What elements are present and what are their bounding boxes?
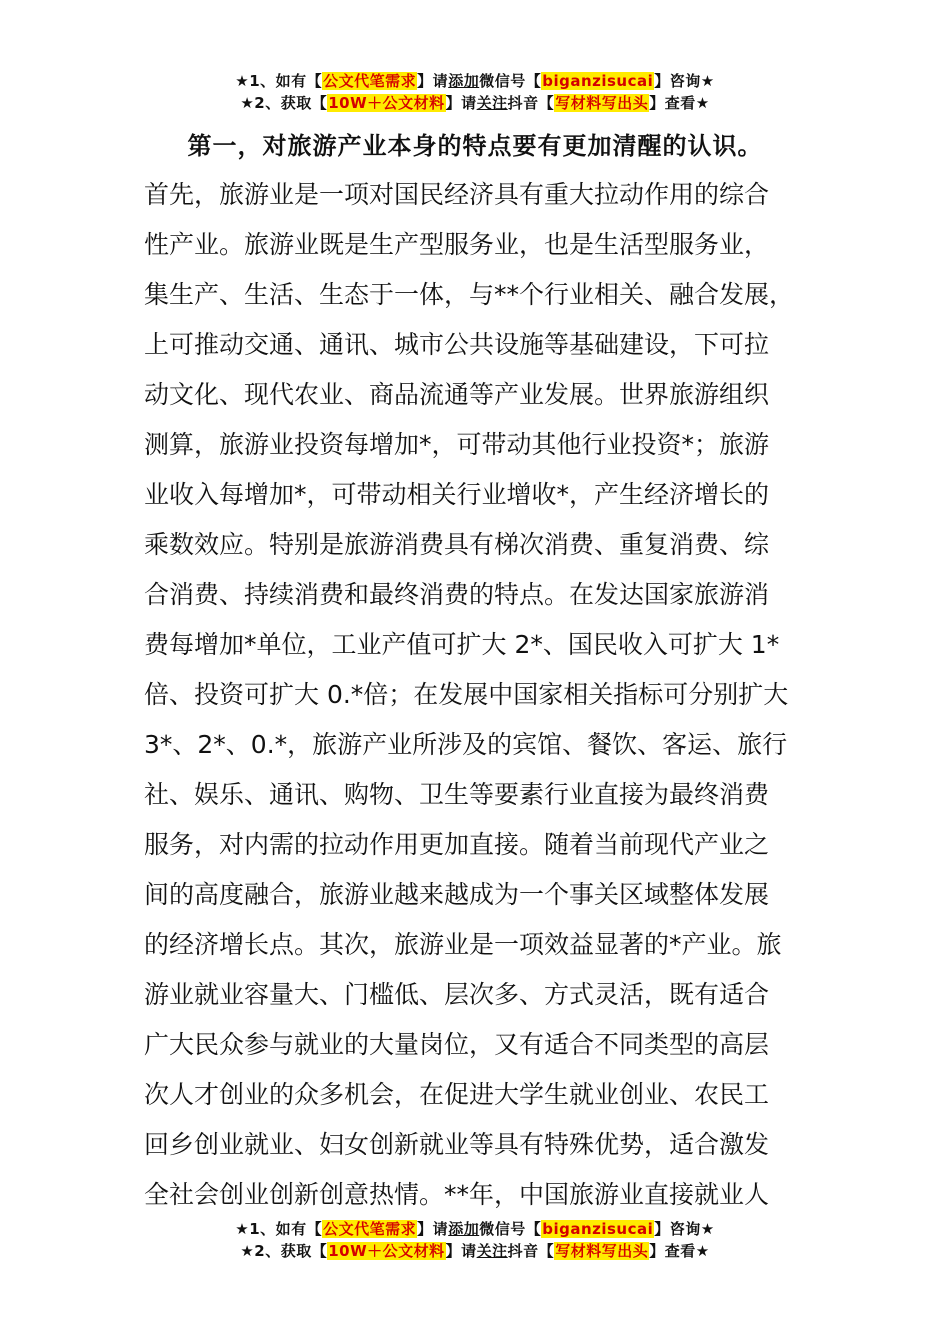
header-notice — [0, 70, 950, 114]
body-line: 3*、2*、0.*，旅游产业所涉及的宾馆、餐饮、客运、旅行 — [144, 730, 788, 759]
footer-notice-line-1-suffix: 】咨询★ — [654, 1220, 715, 1238]
footer-notice-line-2-mid: 】请 — [445, 1242, 477, 1260]
body-paragraph — [144, 170, 844, 1220]
body-line: 全社会创业创新创意热情。**年，中国旅游业直接就业人 — [144, 1180, 770, 1209]
footer-notice-line-2-suffix: 】查看★ — [649, 1242, 710, 1260]
body-line: 间的高度融合，旅游业越来越成为一个事关区域整体发展 — [144, 880, 770, 909]
notice-highlight-douyin-account: 写材料写出头 — [555, 94, 649, 112]
footer-highlight-wechat-id: biganzisucai — [542, 1220, 654, 1238]
footer-highlight-writing-service: 公文代笔需求 — [323, 1220, 417, 1238]
notice-highlight-writing-service: 公文代笔需求 — [323, 72, 417, 90]
footer-notice-line-2 — [0, 1240, 950, 1262]
footer-notice-line-1-prefix: ★1、如有【 — [235, 1220, 323, 1238]
notice-line-2-suffix: 】查看★ — [649, 94, 710, 112]
notice-line-1-prefix: ★1、如有【 — [235, 72, 323, 90]
body-line: 回乡创业就业、妇女创新就业等具有特殊优势，适合激发 — [144, 1130, 770, 1159]
notice-line-2-mid2: 抖音【 — [507, 94, 555, 112]
notice-line-2-mid: 】请 — [445, 94, 477, 112]
notice-line-2 — [0, 92, 950, 114]
body-line: 社、娱乐、通讯、购物、卫生等要素行业直接为最终消费 — [144, 780, 770, 809]
body-line: 测算，旅游业投资每增加*，可带动其他行业投资*；旅游 — [144, 430, 770, 459]
body-line: 业收入每增加*，可带动相关行业增收*，产生经济增长的 — [144, 480, 770, 509]
notice-underline-add: 添加 — [448, 72, 480, 90]
footer-underline-follow: 关注 — [476, 1242, 508, 1260]
notice-line-2-prefix: ★2、获取【 — [240, 94, 328, 112]
footer-notice-line-2-mid2: 抖音【 — [507, 1242, 555, 1260]
body-line: 费每增加*单位，工业产值可扩大 2*、国民收入可扩大 1* — [144, 630, 780, 659]
body-line: 合消费、持续消费和最终消费的特点。在发达国家旅游消 — [144, 580, 770, 609]
section-heading: 第一，对旅游产业本身的特点要有更加清醒的认识。 — [187, 132, 763, 160]
footer-notice-line-1 — [0, 1218, 950, 1240]
footer-underline-add: 添加 — [448, 1220, 480, 1238]
body-line: 次人才创业的众多机会，在促进大学生就业创业、农民工 — [144, 1080, 770, 1109]
notice-highlight-wechat-id: biganzisucai — [542, 72, 654, 90]
body-line: 乘数效应。特别是旅游消费具有梯次消费、重复消费、综 — [144, 530, 770, 559]
footer-notice-line-2-prefix: ★2、获取【 — [240, 1242, 328, 1260]
body-line: 性产业。旅游业既是生产型服务业，也是生活型服务业， — [144, 230, 770, 259]
body-line: 的经济增长点。其次，旅游业是一项效益显著的*产业。旅 — [144, 930, 782, 959]
notice-line-1-suffix: 】咨询★ — [654, 72, 715, 90]
body-line: 广大民众参与就业的大量岗位，又有适合不同类型的高层 — [144, 1030, 770, 1059]
notice-line-1 — [0, 70, 950, 92]
body-line: 上可推动交通、通讯、城市公共设施等基础建设，下可拉 — [144, 330, 770, 359]
footer-highlight-douyin-account: 写材料写出头 — [555, 1242, 649, 1260]
body-line: 游业就业容量大、门槛低、层次多、方式灵活，既有适合 — [144, 980, 770, 1009]
notice-highlight-materials: 10W＋公文材料 — [328, 94, 445, 112]
footer-notice-line-1-mid2: 微信号【 — [479, 1220, 542, 1238]
body-line: 首先，旅游业是一项对国民经济具有重大拉动作用的综合 — [144, 180, 770, 209]
notice-line-1-mid2: 微信号【 — [479, 72, 542, 90]
footer-notice — [0, 1218, 950, 1262]
body-line: 服务，对内需的拉动作用更加直接。随着当前现代产业之 — [144, 830, 770, 859]
notice-underline-follow: 关注 — [476, 94, 508, 112]
footer-highlight-materials: 10W＋公文材料 — [328, 1242, 445, 1260]
body-line: 集生产、生活、生态于一体，与**个行业相关、融合发展， — [144, 280, 795, 309]
body-line: 动文化、现代农业、商品流通等产业发展。世界旅游组织 — [144, 380, 770, 409]
notice-line-1-mid: 】请 — [417, 72, 449, 90]
body-line: 倍、投资可扩大 0.*倍；在发展中国家相关指标可分别扩大 — [144, 680, 789, 709]
footer-notice-line-1-mid: 】请 — [417, 1220, 449, 1238]
